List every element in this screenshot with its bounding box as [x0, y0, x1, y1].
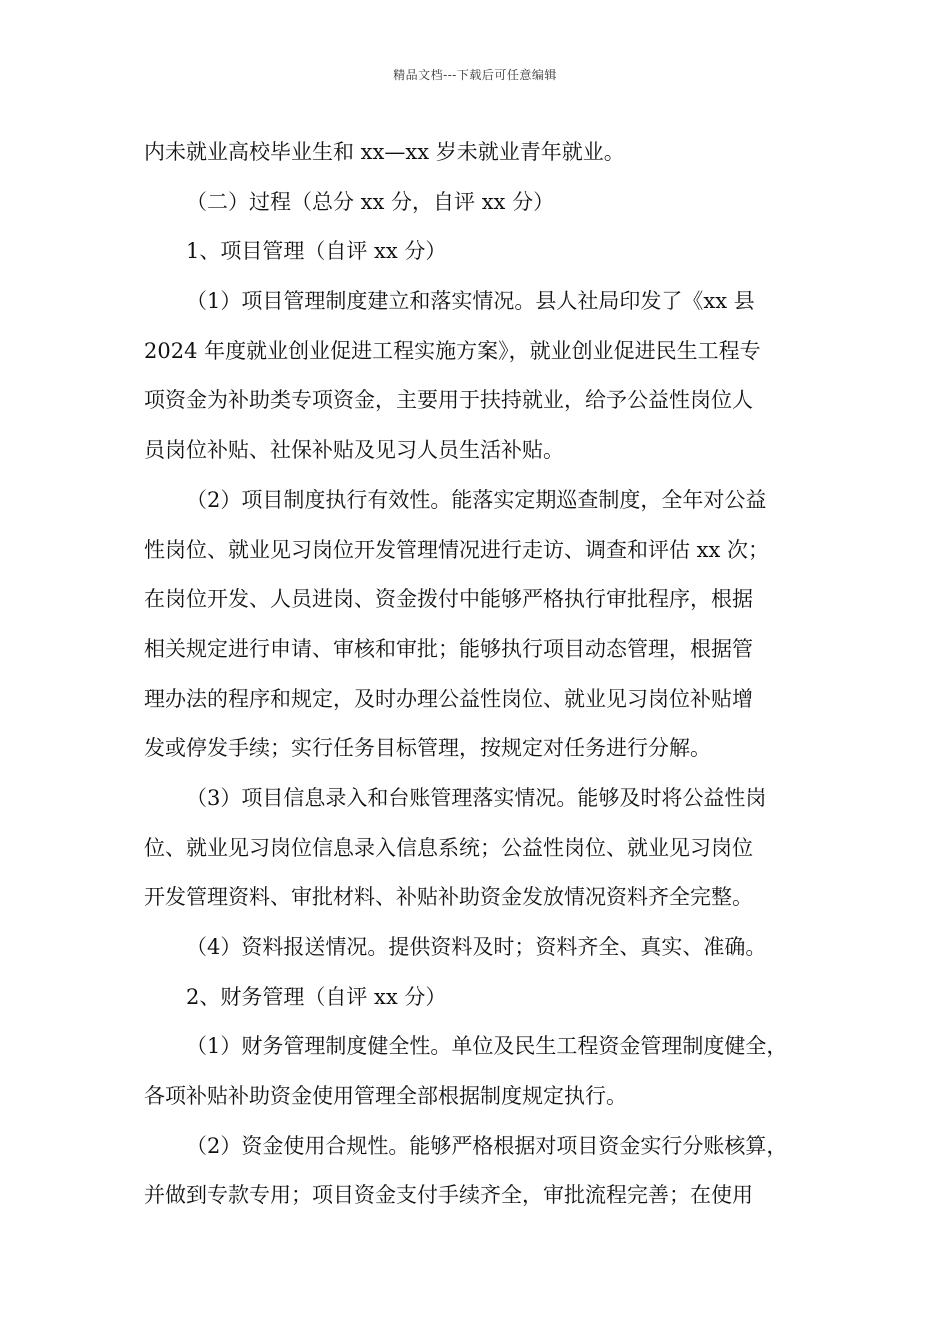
subsection-heading: 2、财务管理（自评 xx 分） [186, 984, 447, 1009]
body-line: 位、就业见习岗位信息录入信息系统；公益性岗位、就业见习岗位 [144, 835, 753, 860]
body-line: 并做到专款专用；项目资金支付手续齐全，审批流程完善；在使用 [144, 1183, 753, 1208]
body-line: 内未就业高校毕业生和 xx—xx 岁未就业青年就业。 [144, 140, 625, 164]
body-line: 发或停发手续；实行任务目标管理，按规定对任务进行分解。 [144, 736, 711, 761]
body-line: 理办法的程序和规定，及时办理公益性岗位、就业见习岗位补贴增 [144, 686, 753, 711]
body-line: 各项补贴补助资金使用管理全部根据制度规定执行。 [144, 1084, 627, 1109]
paragraph-start: （1）财务管理制度健全性。单位及民生工程资金管理制度健全， [186, 1034, 788, 1059]
body-line: 员岗位补贴、社保补贴及见习人员生活补贴。 [144, 438, 564, 463]
subsection-heading: 1、项目管理（自评 xx 分） [186, 239, 447, 264]
document-body [144, 128, 834, 1221]
page-header: 精品文档---下载后可任意编辑 [393, 68, 557, 82]
paragraph-start: （4）资料报送情况。提供资料及时；资料齐全、真实、准确。 [186, 935, 767, 959]
body-line: 开发管理资料、审批材料、补贴补助资金发放情况资料齐全完整。 [144, 885, 753, 910]
body-line: 2024 年度就业创业促进工程实施方案》，就业创业促进民生工程专 [144, 338, 761, 363]
section-heading: （二）过程（总分 xx 分，自评 xx 分） [186, 189, 555, 214]
paragraph-start: （1）项目管理制度建立和落实情况。县人社局印发了《xx 县 [186, 289, 755, 314]
paragraph-start: （3）项目信息录入和台账管理落实情况。能够及时将公益性岗 [186, 785, 767, 810]
paragraph-start: （2）项目制度执行有效性。能落实定期巡查制度，全年对公益 [186, 487, 767, 512]
body-line: 相关规定进行申请、审核和审批；能够执行项目动态管理，根据管 [144, 636, 753, 661]
body-line: 性岗位、就业见习岗位开发管理情况进行走访、调查和评估 xx 次； [144, 537, 770, 562]
body-line: 项资金为补助类专项资金，主要用于扶持就业，给予公益性岗位人 [144, 388, 753, 413]
body-line: 在岗位开发、人员进岗、资金拨付中能够严格执行审批程序，根据 [144, 587, 753, 612]
paragraph-start: （2）资金使用合规性。能够严格根据对项目资金实行分账核算， [186, 1133, 788, 1158]
